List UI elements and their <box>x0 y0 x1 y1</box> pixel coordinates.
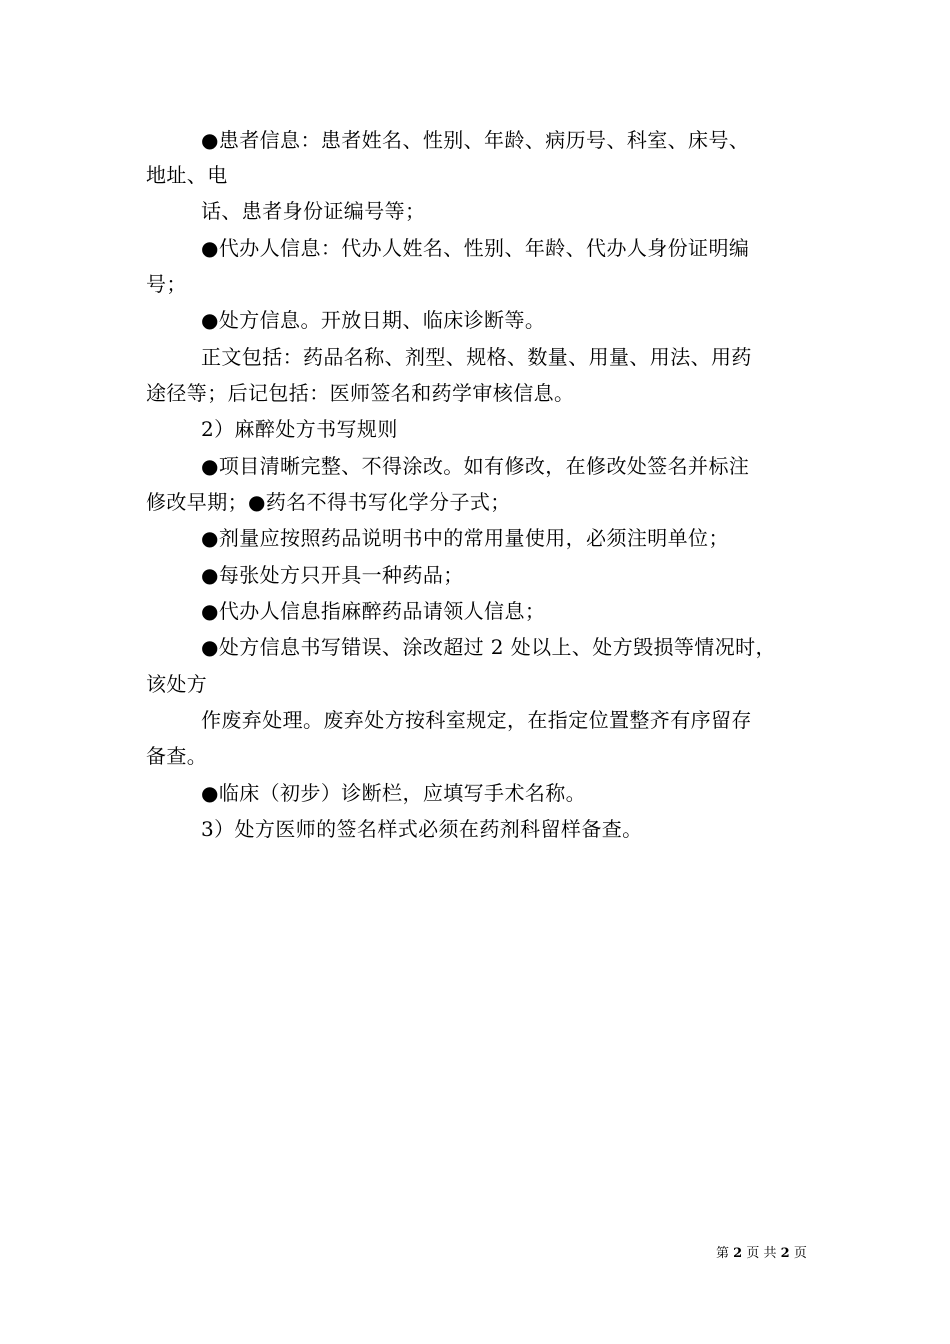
footer-middle: 页 共 <box>746 1246 777 1261</box>
footer-prefix: 第 <box>716 1246 730 1261</box>
body-line: ●患者信息：患者姓名、性别、年龄、病历号、科室、床号、 <box>201 128 750 152</box>
body-line: ●处方信息。开放日期、临床诊断等。 <box>201 308 546 332</box>
body-line: 作废弃处理。废弃处方按科室规定，在指定位置整齐有序留存 <box>201 708 752 732</box>
body-line: 话、患者身份证编号等； <box>201 199 426 223</box>
body-line: ●临床（初步）诊断栏，应填写手术名称。 <box>201 781 587 805</box>
body-line: 备查。 <box>146 744 208 768</box>
footer-suffix: 页 <box>793 1246 807 1261</box>
body-line: ●处方信息书写错误、涂改超过 2 处以上、处方毁损等情况时， <box>201 635 776 659</box>
body-line: 号； <box>146 272 187 296</box>
footer-page-total: 2 <box>780 1246 790 1261</box>
body-line: ●代办人信息指麻醉药品请领人信息； <box>201 599 546 623</box>
body-line: ●剂量应按照药品说明书中的常用量使用，必须注明单位； <box>201 526 729 550</box>
body-line: ●代办人信息：代办人姓名、性别、年龄、代办人身份证明编 <box>201 236 750 260</box>
section-heading: 2）麻醉处方书写规则 <box>201 417 398 441</box>
footer-page-number: 2 <box>733 1246 743 1261</box>
section-heading: 3）处方医师的签名样式必须在药剂科留样备查。 <box>201 817 643 841</box>
body-line: 正文包括：药品名称、剂型、规格、数量、用量、用法、用药 <box>201 345 752 369</box>
body-line: 途径等；后记包括：医师签名和药学审核信息。 <box>146 381 575 405</box>
body-line: ●每张处方只开具一种药品； <box>201 563 464 587</box>
page-footer <box>716 1246 807 1262</box>
body-line: ●项目清晰完整、不得涂改。如有修改，在修改处签名并标注 <box>201 454 750 478</box>
body-line: 地址、电 <box>146 163 228 187</box>
body-line: 该处方 <box>146 672 208 696</box>
body-line: 修改早期；●药名不得书写化学分子式； <box>146 490 511 514</box>
